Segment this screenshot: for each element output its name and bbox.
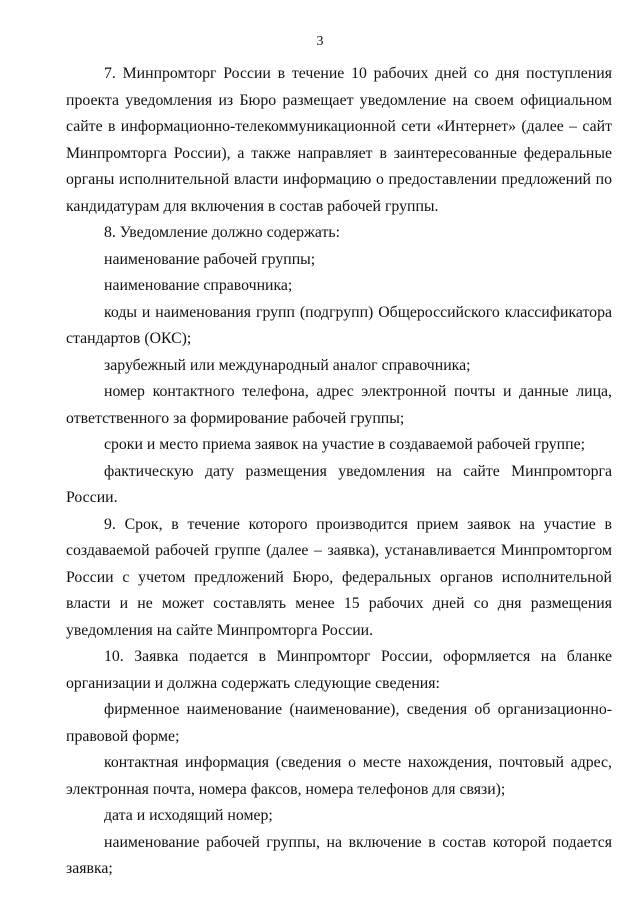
list-item: дата и исходящий номер; — [104, 807, 273, 824]
list-item: сроки и место приема заявок на участие в создаваемой рабочей группе; — [104, 436, 585, 453]
list-item: зарубежный или международный аналог справочника; — [104, 356, 471, 374]
list-item: наименование рабочей группы; — [104, 250, 316, 268]
paragraph-9: 9. Срок, в течение которого производится прием заявок на участие в создаваемой рабочей группе (далее – заявка), устанавливается Минпромторгом России с учетом предложений Бюро, федеральных органов исполнительной власти и не может составлять менее 15 рабочих дней со дня размещения уведомления на сайте Минпромторга России. — [66, 515, 612, 639]
list-item: коды и наименования групп (подгрупп) Общероссийского классификатора стандартов (ОКС); — [66, 303, 612, 347]
list-item: наименование справочника; — [104, 277, 293, 294]
list-item: фирменное наименование (наименование), сведения об организационно-правовой форме; — [66, 701, 612, 745]
list-item: контактная информация (сведения о месте нахождения, почтовый адрес, электронная почта, номера факсов, номера телефонов для связи); — [66, 754, 612, 798]
list-item: наименование рабочей группы, на включение в состав которой подается заявка; — [66, 833, 612, 877]
document-body — [66, 61, 612, 883]
paragraph-8: 8. Уведомление должно содержать: — [104, 224, 341, 241]
list-item: номер контактного телефона, адрес электронной почты и данные лица, ответственного за формирование рабочей группы; — [66, 383, 612, 427]
paragraph-7: 7. Минпромторг России в течение 10 рабочих дней со дня поступления проекта уведомления из Бюро размещает уведомление на своем официальном сайте в информационно-телекоммуникационной сети «Интернет» (далее – сайт Минпромторга России), а также направляет в заинтересованные федеральные органы исполнительной власти информацию о предоставлении предложений по кандидатурам для включения в состав рабочей группы. — [66, 65, 612, 215]
list-item: фактическую дату размещения уведомления на сайте Минпромторга России. — [66, 462, 612, 506]
page-number: 3 — [316, 34, 324, 49]
paragraph-10: 10. Заявка подается в Минпромторг России, оформляется на бланке организации и должна содержать следующие сведения: — [66, 648, 612, 692]
